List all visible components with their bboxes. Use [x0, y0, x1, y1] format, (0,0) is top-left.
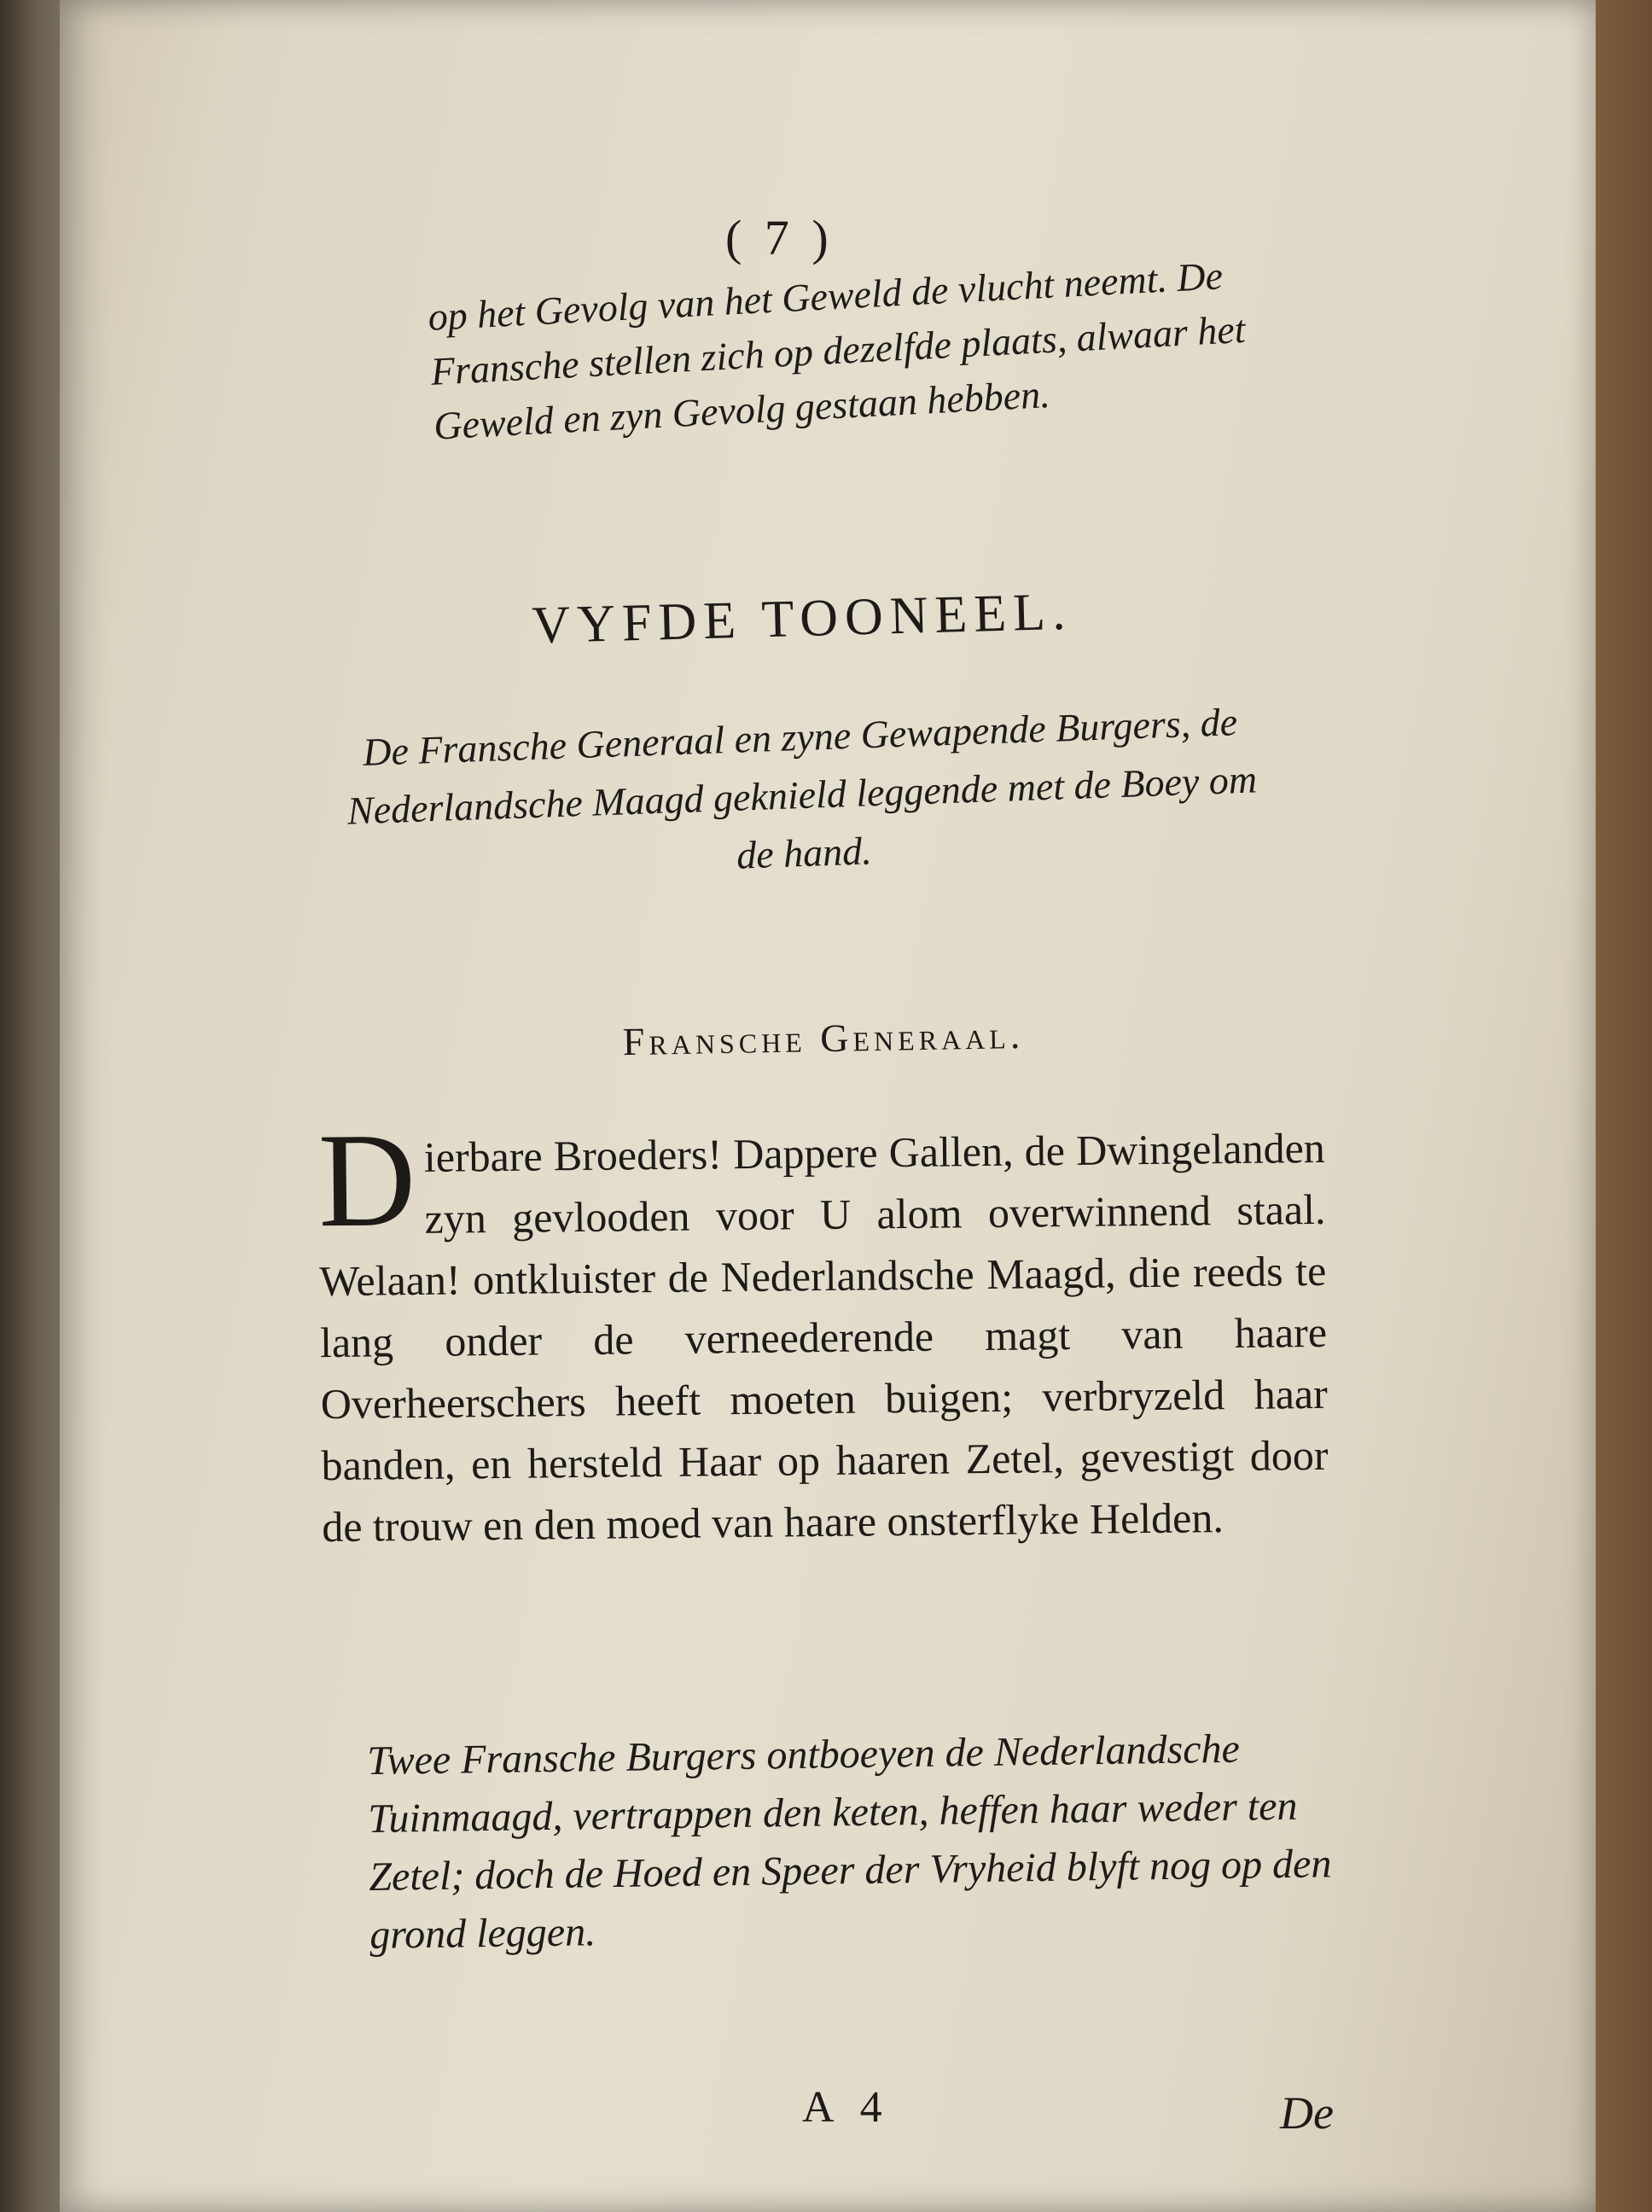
page-number: ( 7 ) — [725, 210, 834, 265]
speech-paragraph — [317, 1104, 1329, 1557]
cast-list: De Fransche Generaal en zyne Gewapende Burgers, de Nederlandsche Maagd geknield leggende met de Boey om de hand. — [346, 700, 1258, 877]
speech-text: ierbare Broeders! Dappere Gallen, de Dwingelanden zyn gevlooden voor U alom overwinnend staal. Welaan! ontkluister de Nederlandsche Maagd, die reeds te lang onder de verneederende magt van haare Overheerschers heeft moeten buigen; verbryzeld haar banden, en hersteld Haar op haaren Zetel, gevestigt door de trouw en den moed van haare onsterflyke Helden. — [318, 1123, 1329, 1551]
speaker-name: Fransche Generaal. — [622, 1012, 1025, 1064]
drop-cap: D — [317, 1104, 417, 1256]
stage-direction-top: op het Gevolg van het Geweld de vlucht neemt. De Fransche stellen zich op dezelfde plaats, alwaar het Geweld en zyn Gevolg gestaan hebben. — [427, 253, 1247, 448]
scene-heading: VYFDE TOONEEL. — [531, 582, 1073, 655]
catchword: De — [1280, 2087, 1334, 2139]
signature-mark: A 4 — [802, 2083, 891, 2132]
stage-direction-bottom: Twee Fransche Burgers ontboeyen de Nederlandsche Tuinmaagd, vertrappen den keten, heffen haar weder ten Zetel; doch de Hoed en Speer der Vryheid blyft nog op den grond leggen. — [367, 1726, 1332, 1958]
book-page — [60, 0, 1596, 2212]
